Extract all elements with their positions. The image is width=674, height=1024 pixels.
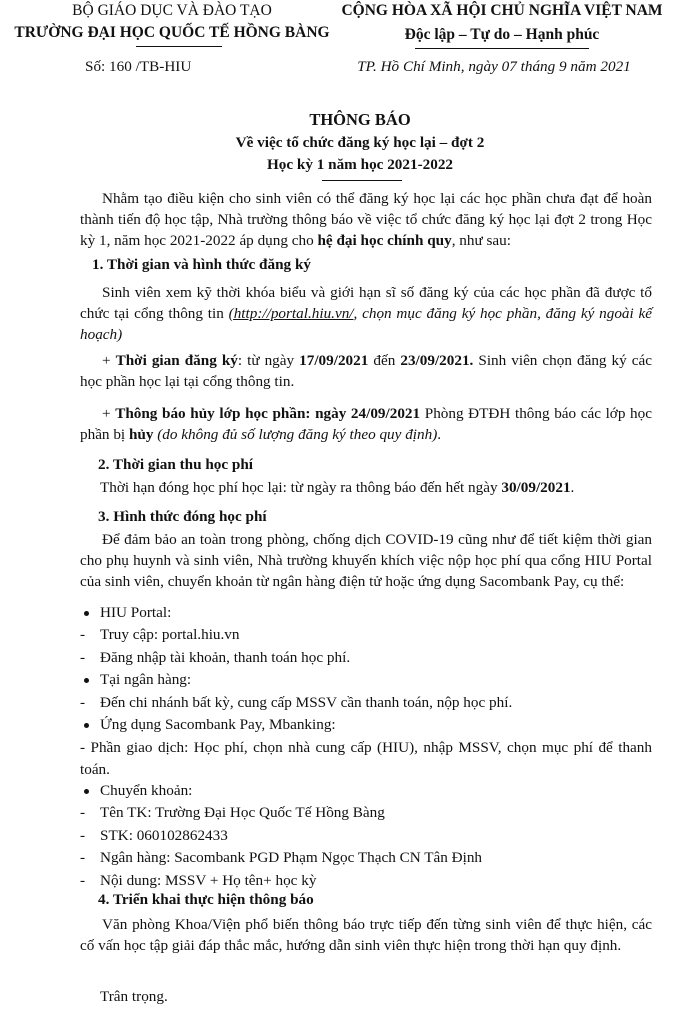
dash-item [80,803,385,823]
section-1-paragraph: Sinh viên xem kỹ thời khóa biểu và giới hạn sĩ số đăng ký của các học phần đã được tổ chức tại cổng thông tin (http://portal.hiu.vn/, chọn mục đăng ký học phần, đăng ký ngoài kế hoạch) [80,284,653,343]
republic-name: CỘNG HÒA XÃ HỘI CHỦ NGHĨA VIỆT NAM [341,2,663,19]
bullet-item [80,603,171,623]
list-item: - Phần giao dịch: Học phí, chọn nhà cung cấp (HIU), nhập MSSV, chọn mục phí để thanh toán. [80,739,652,778]
bullet-icon [84,678,89,683]
dash-marker: - [80,849,86,867]
notice-semester: Học kỳ 1 năm học 2021-2022 [266,156,454,173]
national-motto: Độc lập – Tự do – Hạnh phúc [404,26,600,43]
registration-time-paragraph: + Thời gian đăng ký: từ ngày 17/09/2021 đến 23/09/2021. Sinh viên chọn đăng ký các học phần học lại tại cổng thông tin. [80,352,652,390]
list-item-text: Tên TK: Trường Đại Học Quốc Tế Hồng Bàng [100,804,385,822]
notice-title: THÔNG BÁO [309,110,411,129]
cancellation-paragraph: + Thông báo hủy lớp học phần: ngày 24/09/2021 Phòng ĐTĐH thông báo các lớp học phần bị hủy (do không đủ số lượng đăng ký theo quy định). [80,405,652,443]
dash-marker: - [80,826,86,844]
bullet-item [80,781,192,801]
section-4-heading: 4. Triển khai thực hiện thông báo [98,891,314,908]
ministry-name: BỘ GIÁO DỤC VÀ ĐÀO TẠO [72,2,272,19]
list-item-text: STK: 060102862433 [100,826,228,844]
bullet-icon [84,789,89,794]
header-right-underline [415,48,589,49]
list-item-text: Đến chi nhánh bất kỳ, cung cấp MSSV cần thanh toán, nộp học phí. [100,693,513,711]
dash-marker: - [80,693,86,711]
dash-item [80,648,350,668]
list-item-text: Ngân hàng: Sacombank PGD Phạm Ngọc Thạch CN Tân Định [100,849,483,867]
place-and-date: TP. Hồ Chí Minh, ngày 07 tháng 9 năm 2021 [357,58,631,75]
section-3-heading: 3. Hình thức đóng học phí [98,508,267,525]
section-2-heading: 2. Thời gian thu học phí [98,456,254,473]
list-item-text: HIU Portal: [100,604,172,621]
notice-subject: Về việc tổ chức đăng ký học lại – đợt 2 [235,134,485,151]
bullet-item [80,715,336,735]
title-underline [322,180,402,181]
dash-marker: - [80,804,86,822]
university-name: TRƯỜNG ĐẠI HỌC QUỐC TẾ HỒNG BÀNG [14,24,330,41]
list-item-text: Ứng dụng Sacombank Pay, Mbanking: [100,716,336,733]
header-left-underline [136,46,222,47]
dash-marker: - [80,871,86,889]
dash-marker: - [80,626,86,644]
section-1-heading: 1. Thời gian và hình thức đăng ký [92,256,311,273]
dash-marker: - [80,648,86,666]
section-3-paragraph: Để đảm bảo an toàn trong phòng, chống dịch COVID-19 cũng như để tiết kiệm thời gian cho phụ huynh và sinh viên, Nhà trường khuyến khích việc nộp học phí qua cổng HIU Portal của sinh viên, chuyển khoản từ ngân hàng điện tử hoặc ứng dụng Sacombank Pay, cụ thể: [80,531,652,590]
list-item-text: Nội dung: MSSV + Họ tên+ học kỳ [100,871,317,889]
dash-item [80,693,512,713]
bullet-item [80,670,191,690]
list-item-text: Tại ngân hàng: [100,671,192,689]
section-4-paragraph: Văn phòng Khoa/Viện phổ biến thông báo trực tiếp đến từng sinh viên để thực hiện, các cố vấn học tập giải đáp thắc mắc, hướng dẫn sinh viên thực hiện trong thời hạn quy định. [80,916,652,954]
list-item-text: Đăng nhập tài khoản, thanh toán học phí. [100,648,351,666]
list-item-text: Truy cập: portal.hiu.vn [100,626,240,644]
intro-paragraph: Nhằm tạo điều kiện cho sinh viên có thể đăng ký học lại các học phần chưa đạt để hoàn thành tiến độ học tập, Nhà trường thông báo về việc tổ chức đăng ký học lại đợt 2 trong Học kỳ 1, năm học 2021-2022 áp dụng cho hệ đại học chính quy, như sau: [80,190,652,249]
portal-link[interactable]: (http://portal.hiu.vn/ [228,305,354,322]
dash-item [80,848,482,868]
bullet-icon [84,723,89,728]
bullet-icon [84,611,89,616]
list-item-text: Chuyển khoản: [100,782,193,799]
dash-item [80,625,240,645]
document-number: Số: 160 /TB-HIU [85,58,192,75]
section-2-text: Thời hạn đóng học phí học lại: từ ngày ra thông báo đến hết ngày 30/09/2021. [100,479,575,496]
closing-text: Trân trọng. [100,988,168,1005]
dash-item [80,826,228,846]
dash-item [80,871,316,891]
